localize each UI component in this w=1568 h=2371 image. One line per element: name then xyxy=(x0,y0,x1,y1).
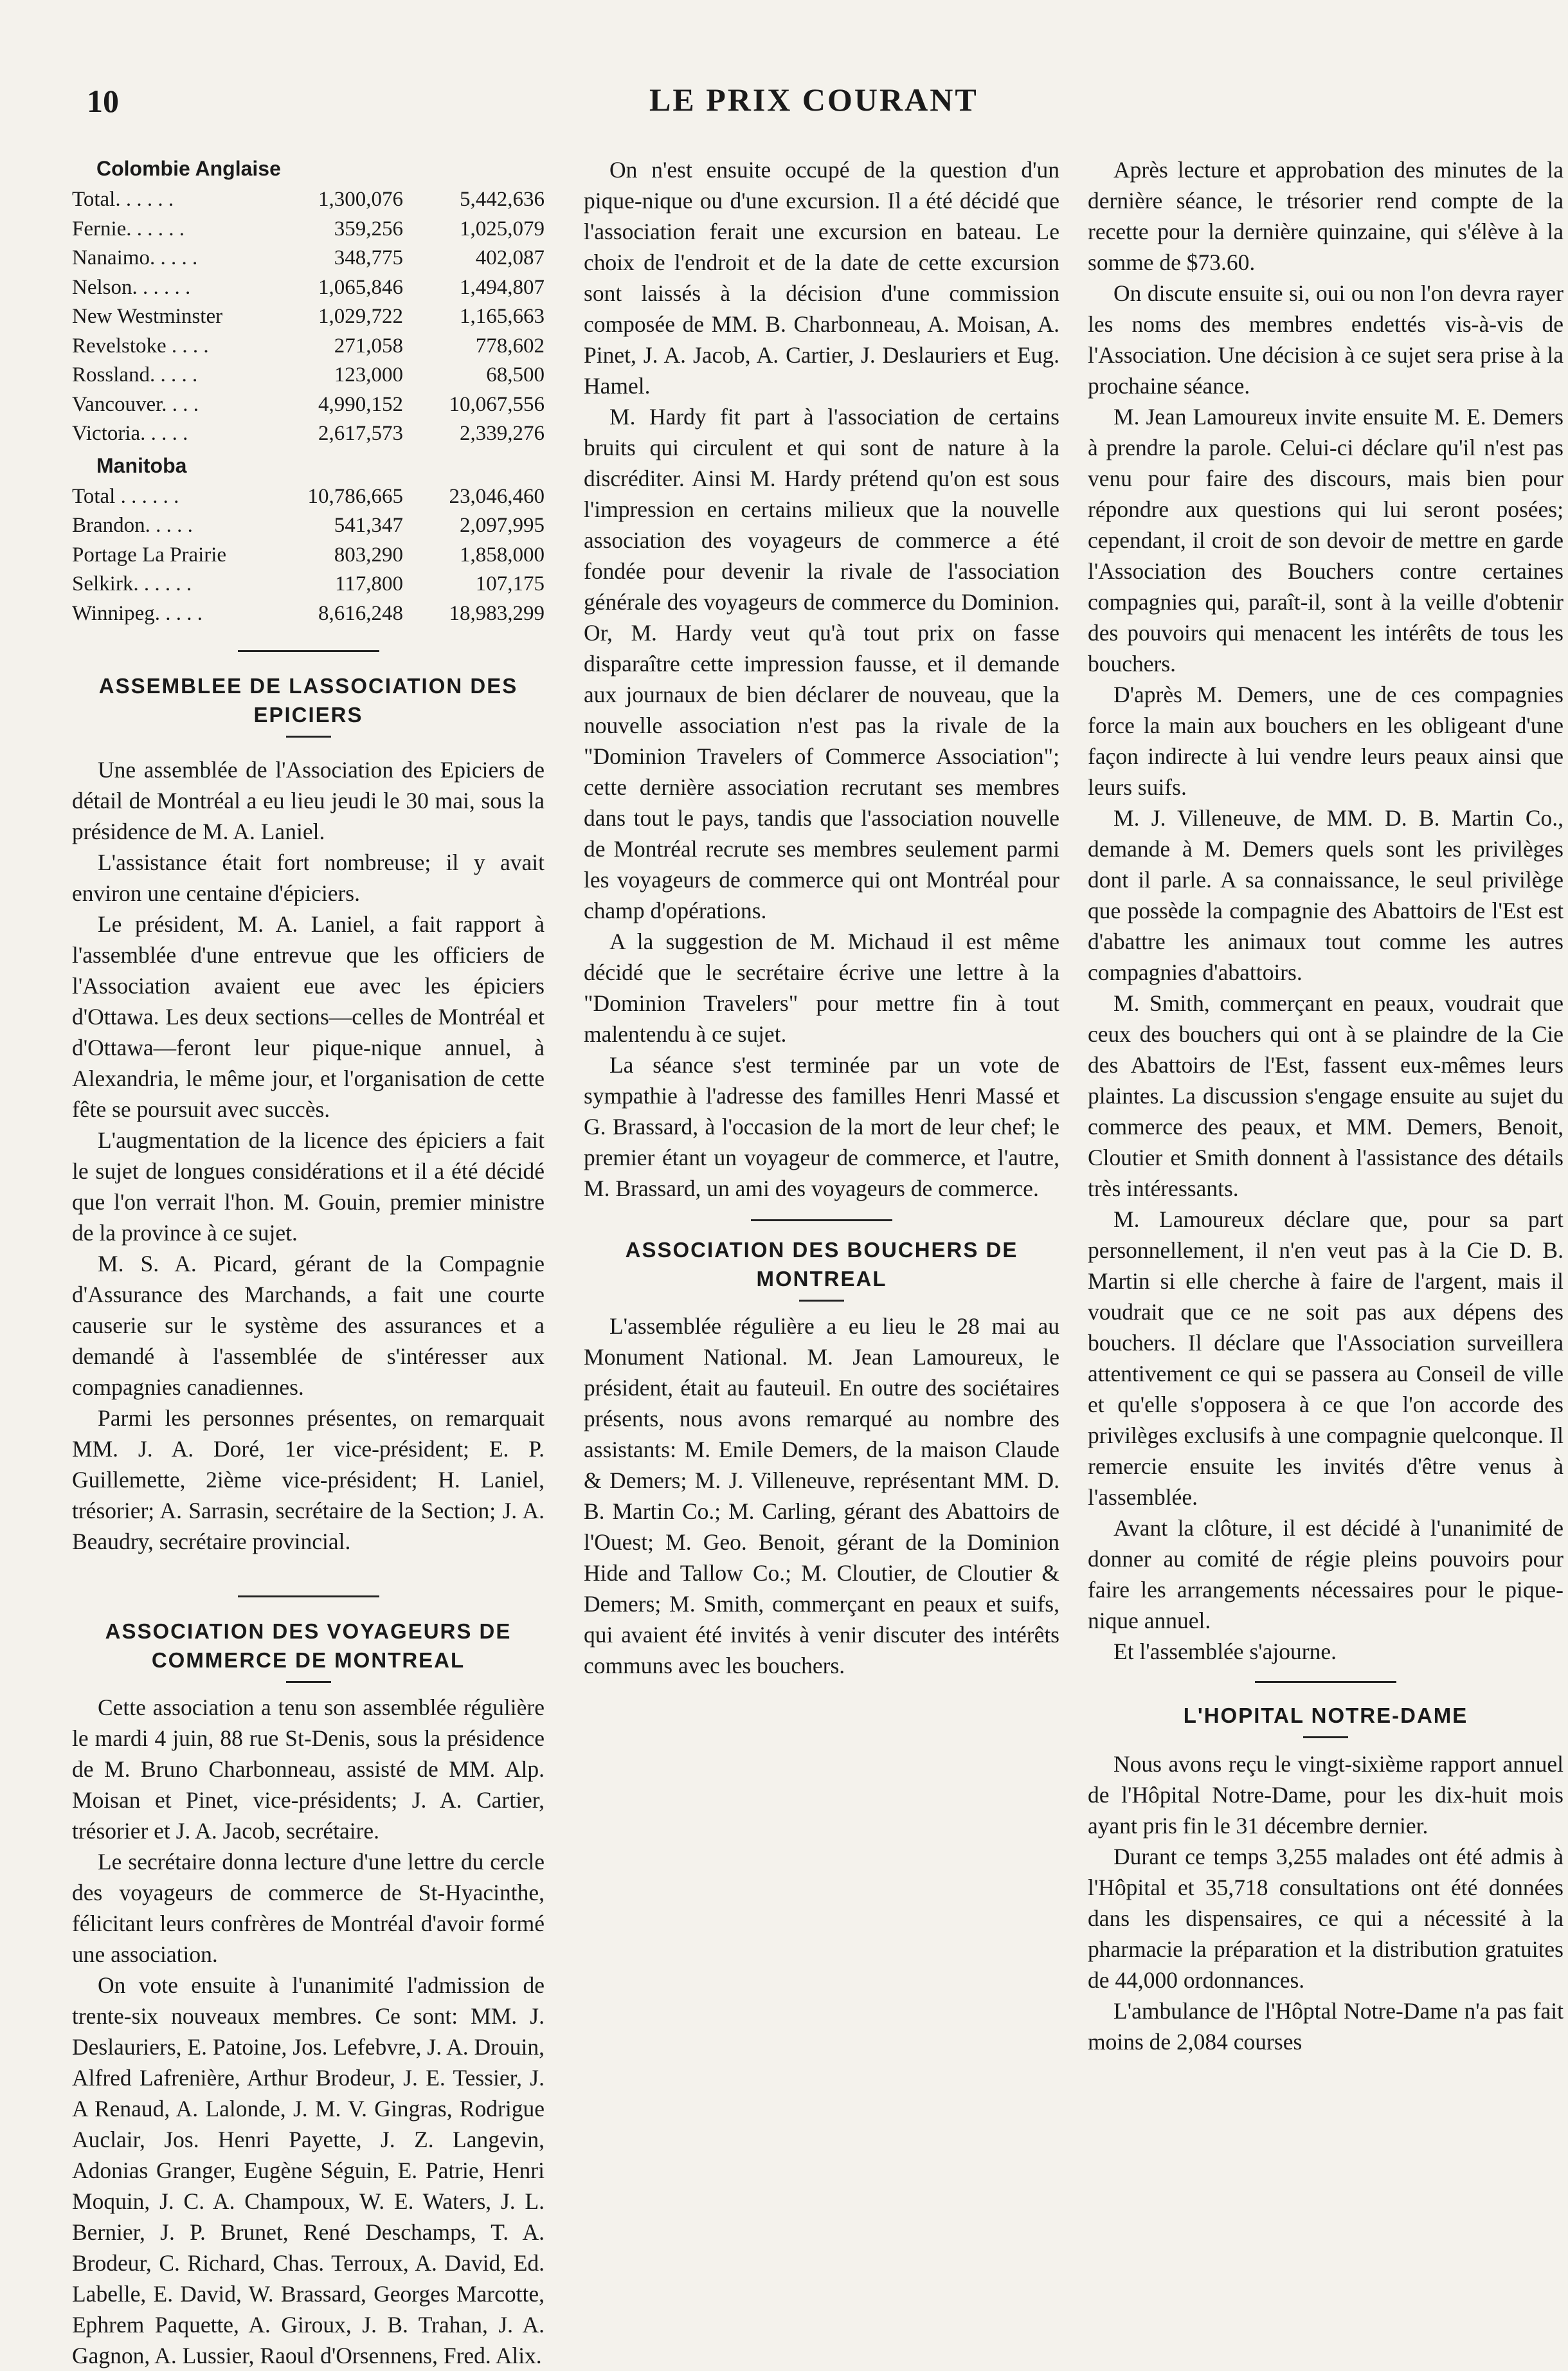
paragraph: On n'est ensuite occupé de la question d'un pique-nique ou d'une excursion. Il a été décidé que l'association ferait une excursion en bateau. Le choix de l'endroit et de la date de cette excursion sont laissés à la décision d'une commission composée de MM. B. Charbonneau, A. Moisan, A. Pinet, J. A. Jacob, A. Cartier, J. Deslauriers et Eug. Hamel. xyxy=(584,157,1059,399)
paragraph: Durant ce temps 3,255 malades ont été admis à l'Hôpital et 35,718 consultations ont été données dans les dispensaires, ce qui a nécessité à la pharmacie la préparation et la distribution gratuites de 44,000 ordonnances. xyxy=(1088,1844,1563,1993)
stats-row xyxy=(72,482,545,512)
stats-row xyxy=(72,244,545,273)
value-1: 271,058 xyxy=(334,334,403,358)
paragraph: M. Smith, commerçant en peaux, voudrait que ceux des bouchers qui ont à se plaindre de la Cie des Abattoirs de l'Est, fassent eux-mêmes leurs plaintes. La discussion s'engage ensuite au sujet du commerce des peaux, et MM. Demers, Benoit, Cloutier et Smith donnent à l'assistance des détails très intéressants. xyxy=(1088,990,1563,1201)
paragraph: On discute ensuite si, oui ou non l'on devra rayer les noms des membres endettés vis-à-vis de l'Association. Une décision à ce sujet sera prise à la prochaine séance. xyxy=(1088,280,1563,399)
stats-title-manitoba: Manitoba xyxy=(96,453,187,477)
value-2: 1,025,079 xyxy=(460,217,545,241)
paragraph: Le président, M. A. Laniel, a fait rapport à l'assemblée d'une entrevue que les officiers de l'Association avaient eue avec les épiciers d'Ottawa. Les deux sections—celles de Montréal et d'Ottawa—feront leur pique-nique annuel, à Alexandria, le même jour, et l'organisation de cette fête se poursuit avec succès. xyxy=(72,911,545,1122)
city-name: Selkirk. . . . . . xyxy=(72,572,192,595)
paragraph: On vote ensuite à l'unanimité l'admission de trente-six nouveaux membres. Ce sont: MM. J. Deslauriers, E. Patoine, Jos. Lefebvre, J. A. Drouin, Alfred Lafrenière, Arthur Brodeur, J. E. Tessier, J. A Renaud, A. Lalonde, J. M. V. Gingras, Rodrigue Auclair, Jos. Henri Payette, J. Z. Langevin, Adonias Granger, Eugène Séguin, E. Patrie, Henri Moquin, J. C. A. Champoux, W. E. Waters, J. L. Bernier, J. P. Brunet, René Deschamps, T. A. Brodeur, C. Richard, Chas. Terroux, A. David, Ed. Labelle, E. David, W. Brassard, Georges Marcotte, Ephrem Paquette, A. Giroux, J. B. Trahan, J. A. Gagnon, A. Lussier, Raoul d'Orsennens, Fred. Alix. xyxy=(72,1972,545,2368)
paragraph: M. Jean Lamoureux invite ensuite M. E. Demers à prendre la parole. Celui-ci déclare qu'il n'est pas venu pour faire des discours, mais bien pour répondre aux questions qui lui seront posées; cependant, il croit de son devoir de mettre en garde l'Association des Bouchers contre certaines compagnies qui, paraît-il, sont à la veille d'obtenir des pouvoirs qui menacent les intérêts de tous les bouchers. xyxy=(1088,404,1563,677)
article-title: ASSOCIATION DES BOUCHERS DE MONTREAL xyxy=(625,1238,1018,1291)
stats-row xyxy=(72,273,545,303)
value-1: 1,065,846 xyxy=(318,275,403,299)
title-rule xyxy=(286,1681,331,1683)
value-1: 541,347 xyxy=(334,514,403,537)
paragraph: M. Lamoureux déclare que, pour sa part personnellement, il n'en veut pas à la Cie D. B. Martin si elle cherche à faire de l'argent, mais il voudrait que ce ne soit pas aux dépens des bouchers. Il déclare que l'Association surveillera attentivement ce qui se passera au Conseil de ville et qu'elle s'opposera à ce que l'on accorde des privilèges exclusifs à une compagnie quelconque. Il remercie ensuite les invités d'être venus à l'assemblée. xyxy=(1088,1206,1563,1510)
value-2: 10,067,556 xyxy=(449,392,545,416)
article-title: L'HOPITAL NOTRE-DAME xyxy=(1183,1703,1468,1727)
stats-row xyxy=(72,419,545,449)
paragraph: La séance s'est terminée par un vote de sympathie à l'adresse des familles Henri Massé et G. Brassard, à l'occasion de la mort de leur chef; le premier étant un voyageur de commerce, et l'autre, M. Brassard, un ami des voyageurs de commerce. xyxy=(584,1052,1059,1201)
city-name: Nelson. . . . . . xyxy=(72,275,191,299)
city-name: Total. . . . . . xyxy=(72,188,174,211)
city-name: Brandon. . . . . xyxy=(72,514,193,537)
value-1: 1,300,076 xyxy=(318,188,403,211)
section-divider xyxy=(751,1219,892,1221)
column-1 xyxy=(72,154,545,2371)
value-1: 2,617,573 xyxy=(318,422,403,445)
value-2: 2,097,995 xyxy=(460,514,545,537)
value-2: 778,602 xyxy=(475,334,545,358)
value-2: 2,339,276 xyxy=(460,422,545,445)
value-2: 1,494,807 xyxy=(460,275,545,299)
value-1: 10,786,665 xyxy=(307,484,403,508)
article-bouchers xyxy=(584,1235,1059,1681)
article-voyageurs xyxy=(72,1617,545,2371)
city-name: Total . . . . . . xyxy=(72,484,179,508)
paragraph: Après lecture et approbation des minutes de la dernière séance, le trésorier rend compte de la recette pour la dernière quinzaine, qui s'élève à la somme de $73.60. xyxy=(1088,157,1563,275)
page-number: 10 xyxy=(87,83,119,119)
paragraph: L'assemblée régulière a eu lieu le 28 mai au Monument National. M. Jean Lamoureux, le président, était au fauteuil. En outre des sociétaires présents, nous avons remarqué au nombre des assistants: M. Emile Demers, de la maison Claude & Demers; M. J. Villeneuve, représentant MM. D. B. Martin Co.; M. Carling, gérant des Abattoirs de l'Ouest; M. Geo. Benoit, gérant de la Dominion Hide and Tallow Co.; M. Cloutier, de Cloutier & Demers; M. Smith, commerçant en peaux et suifs, qui avaient été invités à venir discuter des intérêts communs avec les bouchers. xyxy=(584,1313,1059,1678)
paragraph: Nous avons reçu le vingt-sixième rapport annuel de l'Hôpital Notre-Dame, pour les dix-huit mois ayant pris fin le 31 décembre dernier. xyxy=(1088,1751,1563,1839)
stats-title-colombie: Colombie Anglaise xyxy=(96,157,281,180)
paragraph: Avant la clôture, il est décidé à l'unanimité de donner au comité de régie pleins pouvoirs pour faire les arrangements nécessaires pour le pique-nique annuel. xyxy=(1088,1515,1563,1633)
city-name: Fernie. . . . . . xyxy=(72,217,185,241)
paragraph: Le secrétaire donna lecture d'une lettre du cercle des voyageurs de commerce de St-Hyacinthe, félicitant leurs confrères de Montréal d'avoir formé une association. xyxy=(72,1849,545,1967)
value-2: 107,175 xyxy=(475,572,545,595)
article-title: ASSEMBLEE DE LASSOCIATION DES EPICIERS xyxy=(98,674,518,727)
article-title: ASSOCIATION DES VOYAGEURS DE COMMERCE DE MONTREAL xyxy=(105,1619,512,1672)
stats-row xyxy=(72,361,545,390)
value-1: 359,256 xyxy=(334,217,403,241)
city-name: Vancouver. . . . xyxy=(72,392,199,416)
stats-row xyxy=(72,185,545,215)
section-divider xyxy=(238,1595,379,1597)
article-hopital xyxy=(1088,1701,1563,2057)
article-epiciers xyxy=(72,671,545,1557)
city-name: Winnipeg. . . . . xyxy=(72,601,203,625)
paragraph: L'augmentation de la licence des épiciers a fait le sujet de longues considérations et il a été décidé que l'on verrait l'hon. M. Gouin, premier ministre de la province à ce sujet. xyxy=(72,1127,545,1246)
paragraph: L'ambulance de l'Hôptal Notre-Dame n'a pas fait moins de 2,084 courses xyxy=(1088,1998,1563,2055)
paragraph: M. S. A. Picard, gérant de la Compagnie d'Assurance des Marchands, a fait une courte causerie sur le système des assurances et a demandé à l'assemblée de s'intéresser aux compagnies canadiennes. xyxy=(72,1251,545,1400)
stats-row xyxy=(72,570,545,599)
section-divider xyxy=(1255,1681,1396,1683)
value-2: 5,442,636 xyxy=(460,188,545,211)
value-1: 4,990,152 xyxy=(318,392,403,416)
column-3 xyxy=(1088,154,1563,2057)
city-name: Victoria. . . . . xyxy=(72,422,188,445)
stats-row xyxy=(72,302,545,332)
value-1: 8,616,248 xyxy=(318,601,403,625)
paragraph: Et l'assemblée s'ajourne. xyxy=(1113,1639,1337,1664)
stats-table-manitoba xyxy=(72,482,545,629)
value-2: 1,858,000 xyxy=(460,543,545,567)
paragraph: Une assemblée de l'Association des Epiciers de détail de Montréal a eu lieu jeudi le 30 mai, sous la présidence de M. A. Laniel. xyxy=(72,757,545,844)
city-name: Rossland. . . . . xyxy=(72,363,198,386)
paragraph: L'assistance était fort nombreuse; il y avait environ une centaine d'épiciers. xyxy=(72,849,545,906)
stats-row xyxy=(72,511,545,541)
paragraph: A la suggestion de M. Michaud il est même décidé que le secrétaire écrive une lettre à la "Dominion Travelers" pour mettre fin à tout malentendu à ce sujet. xyxy=(584,929,1059,1047)
running-head-title: LE PRIX COURANT xyxy=(649,82,978,118)
stats-row xyxy=(72,215,545,244)
paragraph: M. J. Villeneuve, de MM. D. B. Martin Co., demande à M. Demers quels sont les privilèges dont il parle. A sa connaissance, le seul privilège que possède la compagnie des Abattoirs de l'Est est d'abattre les animaux tout comme les autres compagnies d'abattoirs. xyxy=(1088,805,1563,985)
paragraph: D'après M. Demers, une de ces compagnies force la main aux bouchers en les obligeant d'une façon indirecte à lui vendre leurs peaux ainsi que leurs suifs. xyxy=(1088,682,1563,800)
stats-row xyxy=(72,599,545,629)
city-name: Nanaimo. . . . . xyxy=(72,246,198,269)
city-name: Portage La Prairie xyxy=(72,543,227,567)
title-rule xyxy=(1303,1736,1348,1738)
paragraph: Parmi les personnes présentes, on remarquait MM. J. A. Doré, 1er vice-président; E. P. Guillemette, 2ième vice-président; H. Laniel, trésorier; A. Sarrasin, secrétaire de la Section; J. A. Beaudry, secrétaire provincial. xyxy=(72,1405,545,1554)
value-2: 23,046,460 xyxy=(449,484,545,508)
city-name: New Westminster xyxy=(72,305,223,328)
stats-row xyxy=(72,541,545,570)
title-rule xyxy=(286,736,331,738)
section-divider xyxy=(238,650,379,652)
value-1: 117,800 xyxy=(334,572,403,595)
value-2: 1,165,663 xyxy=(460,305,545,328)
stats-row xyxy=(72,332,545,361)
value-1: 803,290 xyxy=(334,543,403,567)
paragraph: M. Hardy fit part à l'association de certains bruits qui circulent et qui sont de nature à la discréditer. Ainsi M. Hardy prétend qu'on est sous l'impression en certains milieux que la nouvelle association des voyageurs de commerce a été fondée pour devenir la rivale de l'association générale des voyageurs de commerce du Dominion. Or, M. Hardy veut qu'à tout prix on fasse disparaître cette impression fausse, et il demande aux journaux de bien déclarer de nouveau, que la nouvelle association n'est pas la rivale de la "Dominion Travelers of Commerce Association"; cette dernière association recrutant ses membres dans tout le pays, tandis que l'association nouvelle de Montréal recrute ses membres seulement parmi les voyageurs de commerce qui ont Montréal pour champ d'opérations. xyxy=(584,404,1059,923)
value-2: 68,500 xyxy=(486,363,545,386)
paragraph: Cette association a tenu son assemblée régulière le mardi 4 juin, 88 rue St-Denis, sous la présidence de M. Bruno Charbonneau, assisté de MM. Alp. Moisan et Pinet, vice-présidents; J. A. Cartier, trésorier et J. A. Jacob, secrétaire. xyxy=(72,1694,545,1844)
column-2 xyxy=(584,154,1059,1681)
stats-row xyxy=(72,390,545,420)
value-2: 18,983,299 xyxy=(449,601,545,625)
value-1: 1,029,722 xyxy=(318,305,403,328)
value-1: 348,775 xyxy=(334,246,403,269)
stats-table-colombie xyxy=(72,185,545,449)
value-2: 402,087 xyxy=(475,246,545,269)
city-name: Revelstoke . . . . xyxy=(72,334,209,358)
value-1: 123,000 xyxy=(334,363,403,386)
title-rule xyxy=(799,1300,844,1302)
